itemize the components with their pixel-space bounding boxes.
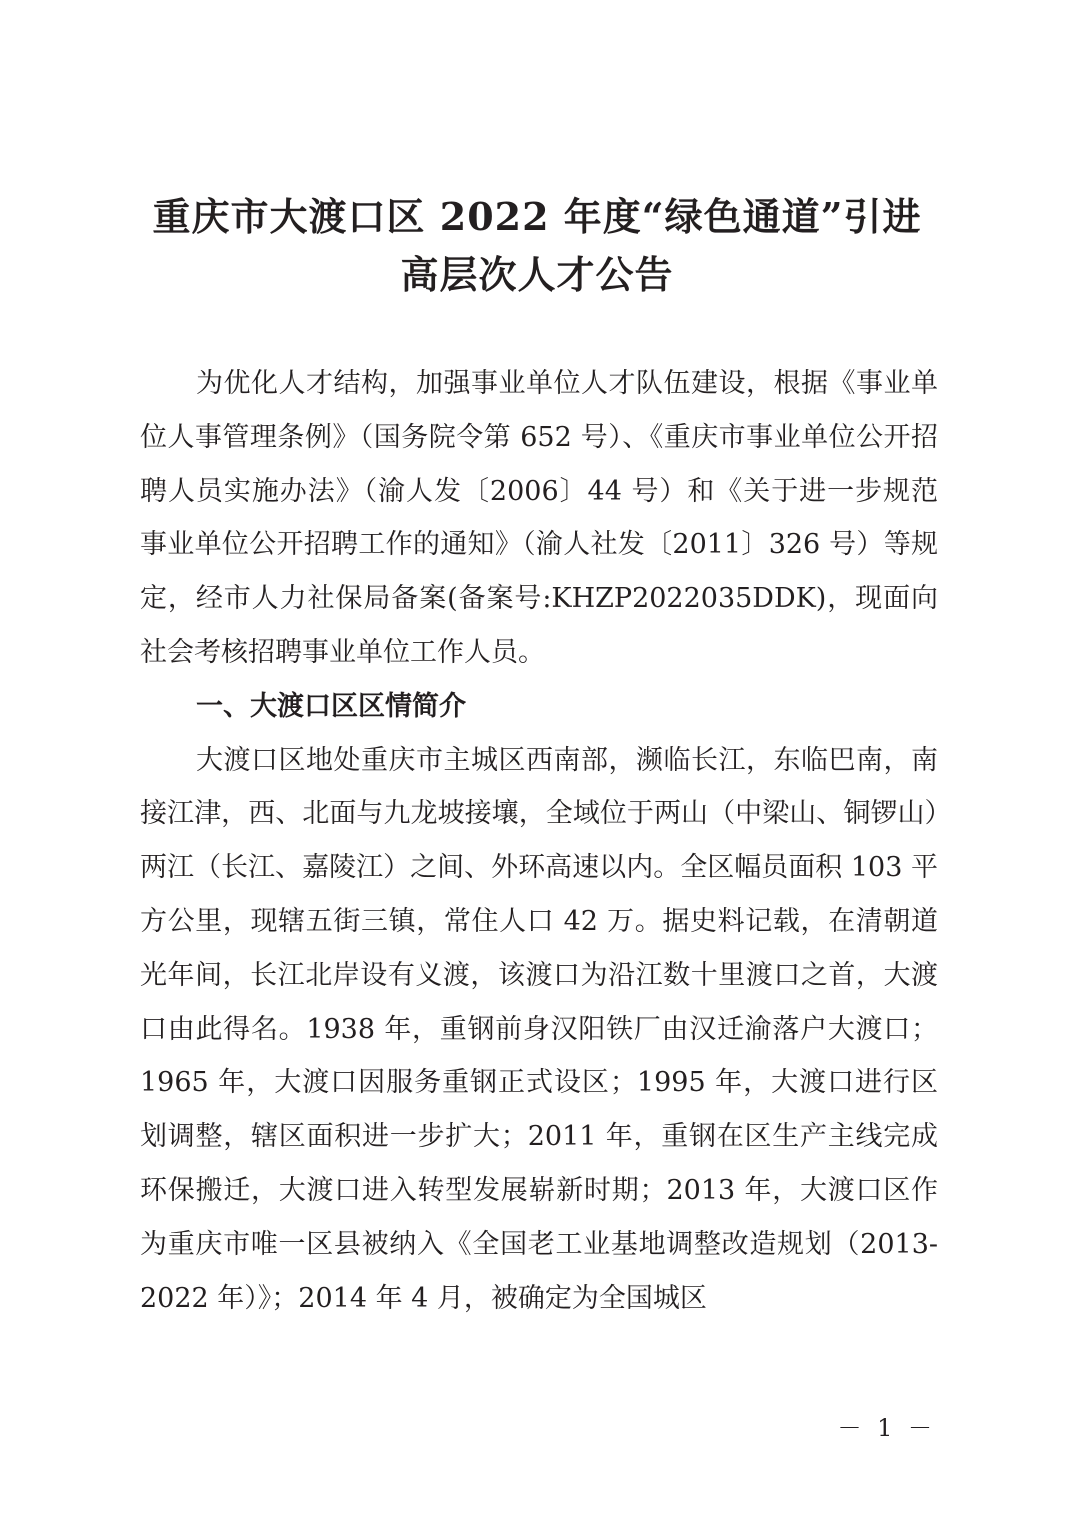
district-intro-paragraph: 大渡口区地处重庆市主城区西南部，濒临长江，东临巴南，南接江津，西、北面与九龙坡接壤，全域位于两山（中梁山、铜锣山）两江（长江、嘉陵江）之间、外环高速以内。全区幅员面积 103 平方公里，现辖五街三镇，常住人口 42 万。据史料记载，在清朝道光年间，长江北岸设有义渡，该渡口为沿江数十里渡口之首，大渡口由此得名。1938 年，重钢前身汉阳铁厂由汉迁渝落户大渡口；1965 年，大渡口因服务重钢正式设区；1995 年，大渡口进行区划调整，辖区面积进一步扩大；2011 年，重钢在区生产主线完成环保搬迁，大渡口进入转型发展崭新时期；2013 年，大渡口区作为重庆市唯一区县被纳入《全国老工业基地调整改造规划（2013-2022 年）》；2014 年 4 月，被确定为全国城区	[140, 744, 938, 1314]
document-title-line-1: 重庆市大渡口区 2022 年度“绿色通道”引进	[152, 194, 922, 239]
intro-paragraph: 为优化人才结构，加强事业单位人才队伍建设，根据《事业单位人事管理条例》（国务院令第 652 号）、《重庆市事业单位公开招聘人员实施办法》（渝人发〔2006〕44 号）和《关于进一步规范事业单位公开招聘工作的通知》（渝人社发〔2011〕326 号）等规定，经市人力社保局备案(备案号:KHZP2022035DDK)，现面向社会考核招聘事业单位工作人员。	[140, 368, 938, 668]
page-number: － 1 －	[837, 1414, 936, 1442]
document-body	[140, 357, 938, 1325]
document-title-line-2: 高层次人才公告	[400, 252, 674, 297]
section-heading: 一、大渡口区区情简介	[196, 690, 466, 722]
